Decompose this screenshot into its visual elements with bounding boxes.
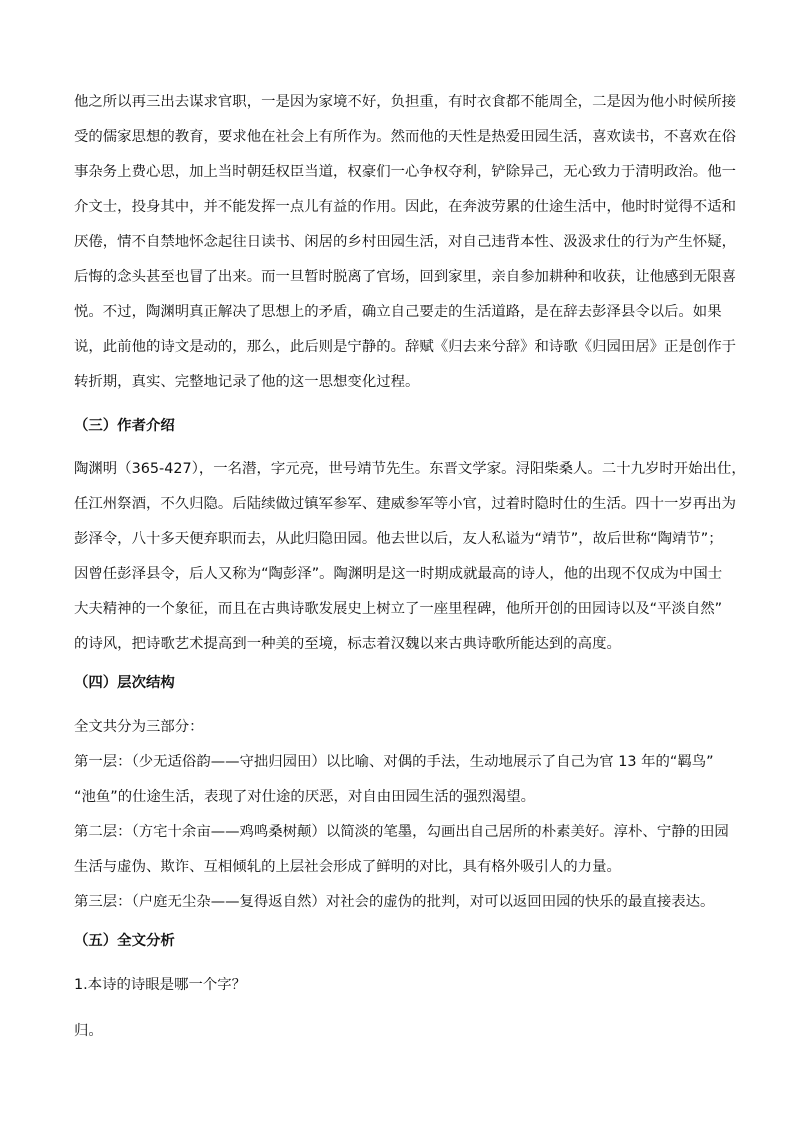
answer-line: 归。 [74, 1023, 103, 1039]
paragraph-line: 因曾任彭泽县令，后人又称为“陶彭泽”。陶渊明是这一时期成就最高的诗人，他的出现不仅成为中国士 [74, 566, 723, 582]
paragraph-line: 陶渊明（365-427），一名潜，字元亮，世号靖节先生。东晋文学家。浔阳柴桑人。二十九岁时开始出仕， [74, 461, 746, 477]
structure-line: 全文共分为三部分： [74, 719, 204, 735]
section-heading-analysis: （五）全文分析 [74, 933, 175, 949]
paragraph-line: 受的儒家思想的教育，要求他在社会上有所作为。然而他的天性是热爱田园生活，喜欢读书，不喜欢在俗 [74, 129, 736, 145]
paragraph-line: 介文士，投身其中，并不能发挥一点儿有益的作用。因此，在奔波劳累的仕途生活中，他时时觉得不适和 [74, 199, 736, 215]
structure-line: 第二层：（方宅十余亩——鸡鸣桑树颠）以简淡的笔墨，勾画出自己居所的朴素美好。淳朴、宁静的田园 [74, 824, 729, 840]
section-heading-author: （三）作者介绍 [74, 418, 175, 434]
paragraph-line: 他之所以再三出去谋求官职，一是因为家境不好，负担重，有时衣食都不能周全，二是因为他小时候所接 [74, 94, 736, 110]
paragraph-line: 的诗风，把诗歌艺术提高到一种美的至境，标志着汉魏以来古典诗歌所能达到的高度。 [74, 636, 621, 652]
structure-line: 生活与虚伪、欺诈、互相倾轧的上层社会形成了鲜明的对比，具有格外吸引人的力量。 [74, 859, 621, 875]
paragraph-line: 转折期，真实、完整地记录了他的这一思想变化过程。 [74, 374, 420, 390]
paragraph-line: 说，此前他的诗文是动的，那么，此后则是宁静的。辞赋《归去来兮辞》和诗歌《归园田居》正是创作于 [74, 339, 736, 355]
paragraph-line: 彭泽令，八十多天便弃职而去，从此归隐田园。他去世以后，友人私谥为“靖节”，故后世称“陶靖节”； [74, 531, 723, 547]
paragraph-line: 后悔的念头甚至也冒了出来。而一旦暂时脱离了官场，回到家里，亲自参加耕种和收获，让他感到无限喜 [74, 269, 736, 285]
paragraph-line: 事杂务上费心思，加上当时朝廷权臣当道，权豪们一心争权夺利，铲除异己，无心致力于清明政治。他一 [74, 164, 736, 180]
paragraph-line: 悦。不过，陶渊明真正解决了思想上的矛盾，确立自己要走的生活道路，是在辞去彭泽县令以后。如果 [74, 304, 722, 320]
paragraph-line: 大夫精神的一个象征，而且在古典诗歌发展史上树立了一座里程碑，他所开创的田园诗以及“平淡自然” [74, 601, 723, 617]
structure-line: 第三层：（户庭无尘杂——复得返自然）对社会的虚伪的批判，对可以返回田园的快乐的最直接表达。 [74, 894, 715, 910]
structure-line: “池鱼”的仕途生活，表现了对仕途的厌恶，对自由田园生活的强烈渴望。 [74, 789, 536, 805]
structure-line: 第一层：（少无适俗韵——守拙归园田）以比喻、对偶的手法，生动地展示了自己为官 13 年的“羁鸟” [74, 754, 714, 770]
section-heading-structure: （四）层次结构 [74, 675, 175, 691]
paragraph-line: 任江州祭酒，不久归隐。后陆续做过镇军参军、建威参军等小官，过着时隐时仕的生活。四十一岁再出为 [74, 496, 736, 512]
paragraph-line: 厌倦，情不自禁地怀念起往日读书、闲居的乡村田园生活，对自己违背本性、汲汲求仕的行为产生怀疑， [74, 234, 736, 250]
question-line: 1.本诗的诗眼是哪一个字？ [74, 977, 247, 993]
